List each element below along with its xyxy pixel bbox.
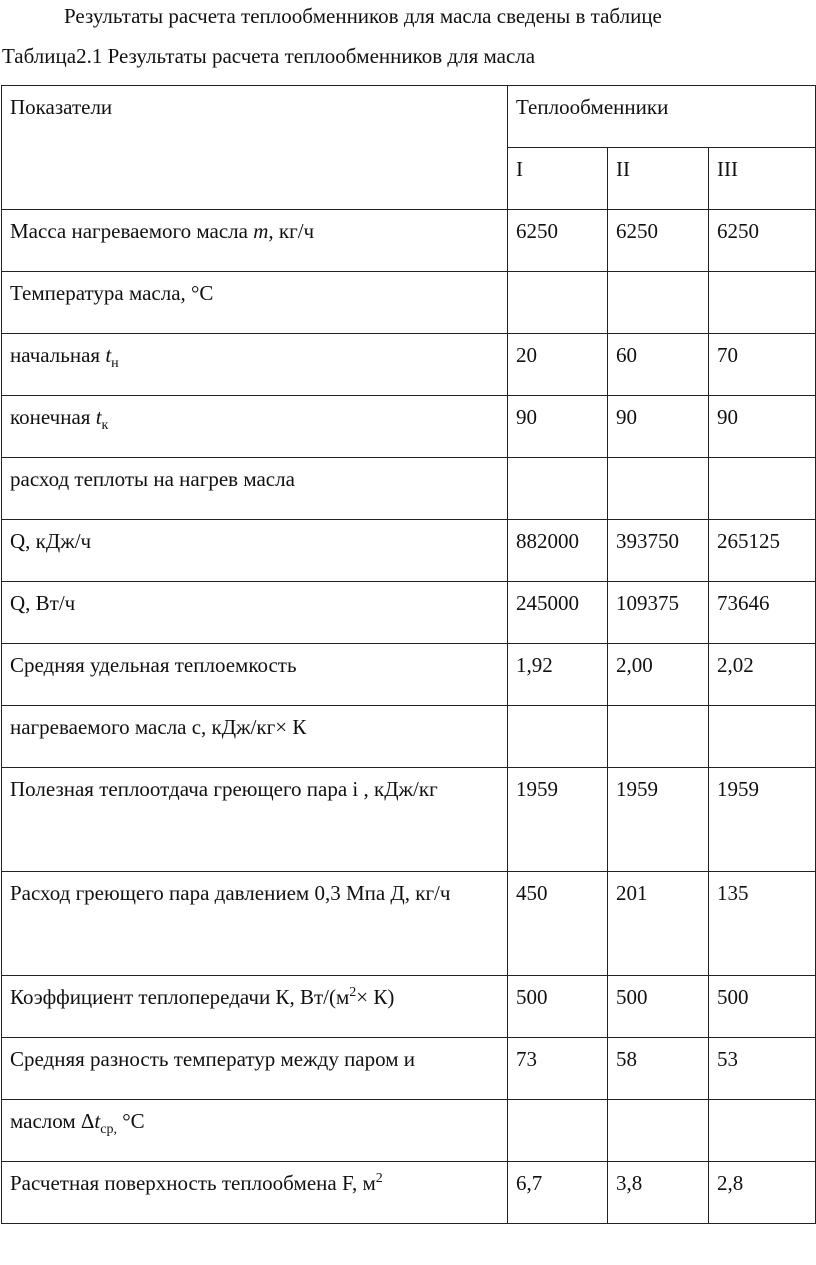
row-value: 6250 — [709, 210, 816, 272]
row-value: 73 — [508, 1038, 608, 1100]
row-value — [608, 272, 709, 334]
header-col-2: II — [608, 148, 709, 210]
row-value — [608, 458, 709, 520]
table-row — [2, 272, 816, 334]
table-row — [2, 976, 816, 1038]
row-value: 201 — [608, 872, 709, 976]
row-value — [508, 1100, 608, 1162]
table-row — [2, 872, 816, 976]
row-value: 245000 — [508, 582, 608, 644]
table-row — [2, 458, 816, 520]
table-row — [2, 706, 816, 768]
row-label: Q, Вт/ч — [2, 582, 508, 644]
row-label: Температура масла, °С — [2, 272, 508, 334]
table-row — [2, 1162, 816, 1224]
row-value: 500 — [508, 976, 608, 1038]
header-col-1: I — [508, 148, 608, 210]
row-label: Коэффициент теплопередачи К, $Вт/(м^2\times К)$ — [2, 976, 508, 1038]
row-value — [608, 706, 709, 768]
header-indicators: Показатели — [2, 86, 508, 210]
row-value: 90 — [508, 396, 608, 458]
row-value — [508, 272, 608, 334]
row-value: 1959 — [608, 768, 709, 872]
row-value — [709, 1100, 816, 1162]
row-value: 2,00 — [608, 644, 709, 706]
row-label: Расчетная поверхность теплообмена F, $м^2$ — [2, 1162, 508, 1224]
row-value: 1,92 — [508, 644, 608, 706]
row-value: 450 — [508, 872, 608, 976]
table-row — [2, 396, 816, 458]
row-value — [608, 1100, 709, 1162]
header-heat-exchangers: Теплообменники — [508, 86, 816, 148]
row-value: 6250 — [508, 210, 608, 272]
row-value: 882000 — [508, 520, 608, 582]
row-value: 500 — [709, 976, 816, 1038]
table-row — [2, 644, 816, 706]
row-label: Расход греющего пара давлением 0,3 Мпа Д, кг/ч — [2, 872, 508, 976]
row-label: маслом $\Delta t_{ср,}$ °С — [2, 1100, 508, 1162]
table-row — [2, 1100, 816, 1162]
results-table — [1, 85, 816, 1224]
row-value: 109375 — [608, 582, 709, 644]
row-value — [709, 706, 816, 768]
row-value — [709, 272, 816, 334]
row-value: 1959 — [508, 768, 608, 872]
row-value: 73646 — [709, 582, 816, 644]
table-row — [2, 768, 816, 872]
row-value: 393750 — [608, 520, 709, 582]
table-row — [2, 1038, 816, 1100]
row-label: Q, кДж/ч — [2, 520, 508, 582]
row-value: 6,7 — [508, 1162, 608, 1224]
row-value: 3,8 — [608, 1162, 709, 1224]
row-label: Средняя разность температур между паром и — [2, 1038, 508, 1100]
row-value: 265125 — [709, 520, 816, 582]
row-value: 500 — [608, 976, 709, 1038]
header-col-3: III — [709, 148, 816, 210]
row-value: 58 — [608, 1038, 709, 1100]
row-label: начальная $t_н$ — [2, 334, 508, 396]
row-value: 90 — [709, 396, 816, 458]
row-value — [508, 706, 608, 768]
table-header-row — [2, 86, 816, 148]
row-label: расход теплоты на нагрев масла — [2, 458, 508, 520]
row-label: Полезная теплоотдача греющего пара i , кДж/кг — [2, 768, 508, 872]
row-value: 2,02 — [709, 644, 816, 706]
row-label: Масса нагреваемого масла m, кг/ч — [2, 210, 508, 272]
row-value: 20 — [508, 334, 608, 396]
table-row — [2, 520, 816, 582]
row-value — [709, 458, 816, 520]
intro-text: Результаты расчета теплообменников для масла сведены в таблице — [64, 4, 662, 28]
row-value: 135 — [709, 872, 816, 976]
row-value: 53 — [709, 1038, 816, 1100]
row-value: 70 — [709, 334, 816, 396]
row-value: 2,8 — [709, 1162, 816, 1224]
table-caption: Таблица2.1 Результаты расчета теплообменников для масла — [2, 44, 536, 68]
row-value — [508, 458, 608, 520]
row-value: 1959 — [709, 768, 816, 872]
row-label: Средняя удельная теплоемкость — [2, 644, 508, 706]
row-label: нагреваемого масла с, кДж/кг× К — [2, 706, 508, 768]
row-value: 6250 — [608, 210, 709, 272]
table-row — [2, 334, 816, 396]
table-row — [2, 582, 816, 644]
row-value: 90 — [608, 396, 709, 458]
row-label: конечная $t_к$ — [2, 396, 508, 458]
row-value: 60 — [608, 334, 709, 396]
table-row — [2, 210, 816, 272]
